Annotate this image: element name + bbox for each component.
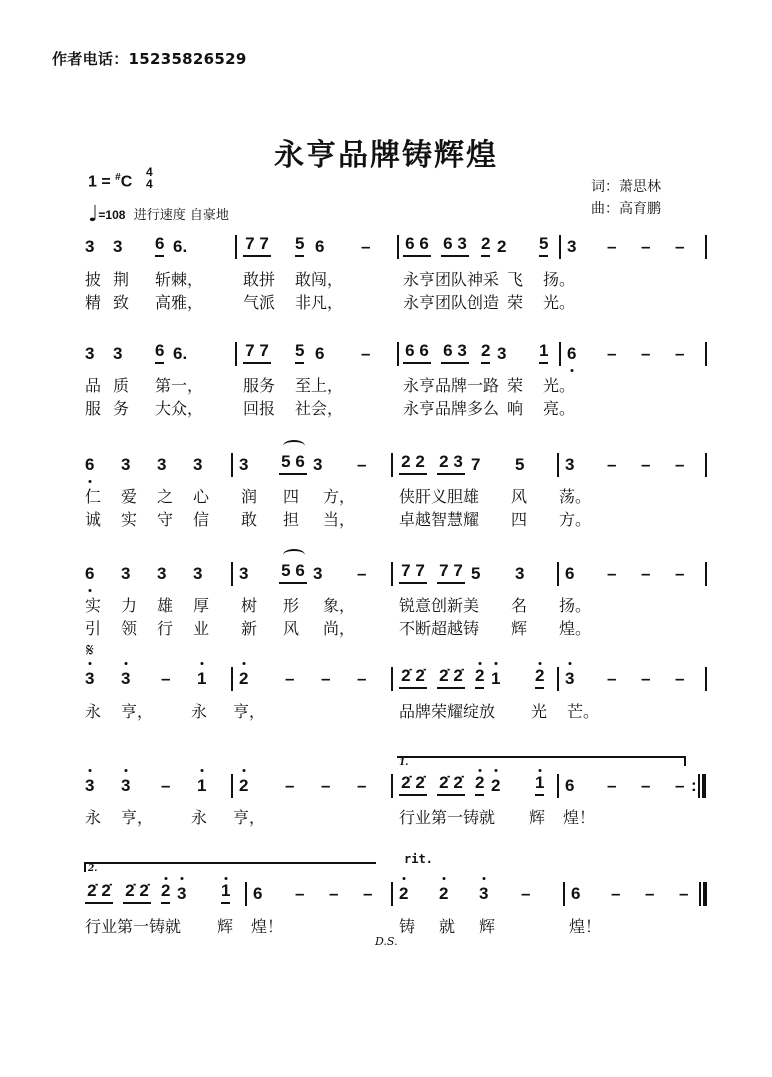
notation-row-1: [85, 233, 715, 261]
lyric: 之: [157, 487, 174, 506]
note-group: 7 7: [243, 340, 271, 364]
composer: 曲：高育鹏: [591, 201, 661, 217]
dash: –: [675, 344, 685, 363]
dash: –: [641, 564, 651, 583]
lyric: 质: [113, 376, 130, 395]
lyric: 亨，: [121, 808, 154, 827]
dash: –: [641, 344, 651, 363]
lyric: 守: [157, 510, 174, 529]
lyric: 飞: [507, 270, 524, 289]
note: 3: [113, 344, 123, 363]
notation-row-3: [85, 451, 715, 479]
note: 6: [565, 776, 575, 795]
note: 3: [239, 564, 249, 583]
barline: [397, 235, 399, 259]
lyric: 煌。: [559, 619, 592, 638]
meter-top: 4: [146, 165, 153, 179]
lyric: 回报: [243, 399, 276, 418]
lyric: 当，: [323, 510, 356, 529]
dash: –: [357, 564, 367, 583]
lyric: 亨，: [233, 702, 266, 721]
notation-row-6: [85, 772, 715, 800]
note: 6: [565, 564, 575, 583]
lyric: 亮。: [543, 399, 576, 418]
note: 6: [315, 237, 325, 256]
note-high: 1: [221, 880, 230, 904]
barline: [557, 667, 559, 691]
note-high: 3: [85, 772, 94, 800]
lyric: 亨，: [233, 808, 266, 827]
note: 3: [193, 455, 203, 474]
note-high: 2: [239, 772, 248, 800]
lyric: 品: [85, 376, 102, 395]
notation-row-7: [85, 880, 715, 908]
lyric: 名: [511, 596, 528, 615]
dash: –: [675, 776, 685, 795]
barline: [705, 342, 707, 366]
lyric: 气派: [243, 293, 276, 312]
dash: –: [521, 884, 531, 903]
note-group: 7 7: [437, 560, 465, 584]
lyric: 就: [439, 917, 456, 936]
note-high: 2: [439, 880, 448, 908]
dash: –: [675, 669, 685, 688]
sharp-icon: #: [115, 172, 121, 183]
barline: [231, 453, 233, 477]
note: 3: [121, 564, 131, 583]
note-group: 7 7: [399, 560, 427, 584]
barline: [391, 882, 393, 906]
note: 3: [565, 455, 575, 474]
dash: –: [675, 564, 685, 583]
volta-label: 1.: [399, 758, 409, 768]
lyric: 光。: [543, 293, 576, 312]
lyric: 永: [85, 702, 102, 721]
lyric: 荆: [113, 270, 130, 289]
barline: [705, 453, 707, 477]
author-phone: 作者电话：15235826529: [52, 50, 247, 68]
lyric: 永: [85, 808, 102, 827]
note: 3: [113, 237, 123, 256]
lyric: 敢闯，: [295, 270, 344, 289]
lyric: 辉: [217, 917, 234, 936]
note-group: 2 2: [399, 451, 427, 475]
note-high: 1: [197, 665, 206, 693]
note-high: 2: [535, 665, 544, 689]
lyric: 永亨团队创造: [403, 293, 500, 312]
lyric: 精: [85, 293, 102, 312]
lyric: 荣: [507, 376, 524, 395]
note: 6.: [173, 344, 188, 363]
lyric: 煌！: [563, 808, 596, 827]
lyric: 引: [85, 619, 102, 638]
note: 3: [515, 564, 525, 583]
note: 3: [497, 344, 507, 363]
dash: –: [285, 776, 295, 795]
lyric: 爱: [121, 487, 138, 506]
lyric: 永亨品牌一路: [403, 376, 500, 395]
dash: –: [675, 237, 685, 256]
lyric: 行: [157, 619, 174, 638]
lyric: 光: [531, 702, 548, 721]
barline: [559, 235, 561, 259]
barline: [391, 667, 393, 691]
lyric: 象，: [323, 596, 356, 615]
lyric: 业: [193, 619, 210, 638]
dash: –: [161, 669, 171, 688]
dash: –: [285, 669, 295, 688]
note-high: 1: [197, 772, 206, 800]
lyric: 形: [283, 596, 300, 615]
lyric: 树: [241, 596, 258, 615]
segno-icon: 𝄋: [86, 640, 94, 661]
lyric: 新: [241, 619, 258, 638]
lyric: 至上，: [295, 376, 344, 395]
key-prefix: 1 =: [88, 173, 116, 191]
dash: –: [361, 237, 371, 256]
barline: [235, 235, 237, 259]
lyric: 辉: [511, 619, 528, 638]
note-high: 2: [161, 880, 170, 904]
dash: –: [641, 455, 651, 474]
lyric: 亨，: [121, 702, 154, 721]
note: 2: [481, 233, 490, 257]
note: 1: [539, 340, 548, 364]
repeat-dots: :: [691, 776, 697, 795]
note: 5: [295, 340, 304, 364]
lyric: 斩棘，: [155, 270, 204, 289]
note: 6: [155, 340, 164, 364]
barline: [557, 453, 559, 477]
lyric: 辉: [479, 917, 496, 936]
dash: –: [607, 669, 617, 688]
barline: [557, 562, 559, 586]
lyric: 心: [193, 487, 210, 506]
dash: –: [679, 884, 689, 903]
lyric: 非凡，: [295, 293, 344, 312]
barline: [557, 774, 559, 798]
note: 3: [239, 455, 249, 474]
note: 6: [571, 884, 581, 903]
note-high: 3: [121, 772, 130, 800]
lyric: 荣: [507, 293, 524, 312]
note: 2: [497, 237, 507, 256]
dash: –: [361, 344, 371, 363]
dash: –: [161, 776, 171, 795]
note: 5: [539, 233, 548, 257]
notation-row-5: [85, 665, 715, 693]
lyric: 扬。: [559, 596, 592, 615]
lyric: 永: [191, 702, 208, 721]
barline: [397, 342, 399, 366]
lyric: 四: [511, 510, 528, 529]
note-group: 6 6: [403, 340, 431, 364]
dash: –: [357, 669, 367, 688]
note-high: 2: [399, 880, 408, 908]
barline: [705, 235, 707, 259]
volta-label: 2.: [88, 864, 98, 874]
barline: [231, 667, 233, 691]
dash: –: [607, 776, 617, 795]
note: 5: [515, 455, 525, 474]
lyric: 行业第一铸就: [399, 808, 496, 827]
lyric: 仁: [85, 487, 102, 506]
barline: [235, 342, 237, 366]
note: 6: [253, 884, 263, 903]
dash: –: [295, 884, 305, 903]
lyric: 社会，: [295, 399, 344, 418]
note: 6: [315, 344, 325, 363]
lyric: 荡。: [559, 487, 592, 506]
lyric: 永亨团队神采: [403, 270, 500, 289]
note: 3: [85, 344, 95, 363]
lyric: 高雅，: [155, 293, 204, 312]
lyric: 卓越智慧耀: [399, 510, 480, 529]
ritardando-marking: rit.: [404, 852, 433, 866]
note-high: 3: [479, 880, 488, 908]
lyric: 四: [283, 487, 300, 506]
dash: –: [357, 776, 367, 795]
note: 2: [481, 340, 490, 364]
lyric: 铸: [399, 917, 416, 936]
lyric: 侠肝义胆雄: [399, 487, 480, 506]
repeat-end-barline: [698, 774, 706, 798]
note-group-high: 2̇ 2̇: [437, 772, 465, 796]
barline: [391, 774, 393, 798]
lyric: 风: [511, 487, 528, 506]
note-low: 6: [85, 560, 94, 588]
note: 3: [313, 455, 323, 474]
note: 3: [157, 455, 167, 474]
barline: [705, 667, 707, 691]
note-low: 6: [85, 451, 94, 479]
note: 7: [471, 455, 481, 474]
note-low: 6: [567, 340, 576, 368]
note-high: 3: [85, 665, 94, 693]
note-high: 2: [239, 665, 248, 693]
lyric: 润: [241, 487, 258, 506]
lyric: 敢: [241, 510, 258, 529]
tempo-marking: [88, 202, 229, 227]
dash: –: [607, 455, 617, 474]
lyric: 锐意创新美: [399, 596, 480, 615]
barline: [563, 882, 565, 906]
dash: –: [321, 776, 331, 795]
note-group: 5 6: [279, 451, 307, 475]
lyric: 致: [113, 293, 130, 312]
note-group-high: 2̇ 2̇: [85, 880, 113, 904]
note: 3: [193, 564, 203, 583]
lyric: 永亨品牌多么: [403, 399, 500, 418]
barline: [245, 882, 247, 906]
note-high: 3: [565, 665, 574, 693]
note-group: 2 3: [437, 451, 465, 475]
note-high: 1: [535, 772, 544, 796]
note-group: 6 6: [403, 233, 431, 257]
barline: [391, 562, 393, 586]
lyric: 方。: [559, 510, 592, 529]
tempo-value: =108: [98, 208, 126, 222]
lyric: 力: [121, 596, 138, 615]
lyric: 风: [283, 619, 300, 638]
dash: –: [607, 564, 617, 583]
lyric: 敢拼: [243, 270, 276, 289]
lyric: 领: [121, 619, 138, 638]
lyric: 实: [85, 596, 102, 615]
lyric: 雄: [157, 596, 174, 615]
dal-segno-marking: D.S.: [375, 935, 398, 948]
lyric: 第一，: [155, 376, 204, 395]
quarter-note-icon: ♩: [88, 202, 99, 227]
lyric: 永: [191, 808, 208, 827]
dash: –: [363, 884, 373, 903]
barline: [231, 562, 233, 586]
dash: –: [329, 884, 339, 903]
note-group-high: 2̇ 2̇: [437, 665, 465, 689]
note-group: 7 7: [243, 233, 271, 257]
dash: –: [641, 237, 651, 256]
credits: [591, 176, 661, 220]
note-group-high: 2̇ 2̇: [399, 665, 427, 689]
note: 3: [157, 564, 167, 583]
note: 3: [85, 237, 95, 256]
note-high: 2: [491, 772, 500, 800]
dash: –: [321, 669, 331, 688]
lyric: 不断超越铸: [399, 619, 480, 638]
final-barline: [699, 882, 707, 906]
barline: [705, 562, 707, 586]
note: 5: [295, 233, 304, 257]
note: 6: [155, 233, 164, 257]
notation-row-4: [85, 560, 715, 588]
barline: [231, 774, 233, 798]
dash: –: [611, 884, 621, 903]
note: 3: [567, 237, 577, 256]
dash: –: [641, 776, 651, 795]
note-high: 3: [177, 880, 186, 908]
lyric: 服: [85, 399, 102, 418]
lyric: 煌！: [251, 917, 284, 936]
note-group: 6 3: [441, 233, 469, 257]
lyric: 行业第一铸就: [85, 917, 182, 936]
note: 3: [121, 455, 131, 474]
lyric: 芒。: [567, 702, 600, 721]
barline: [391, 453, 393, 477]
note-high: 2: [475, 772, 484, 796]
barline: [559, 342, 561, 366]
lyric: 煌！: [569, 917, 602, 936]
meter-bottom: 4: [146, 177, 153, 191]
lyric: 诚: [85, 510, 102, 529]
dash: –: [675, 455, 685, 474]
lyric: 实: [121, 510, 138, 529]
note-high: 3: [121, 665, 130, 693]
volta-bracket-2: [84, 862, 376, 872]
note-group: 5 6: [279, 560, 307, 584]
time-signature: [146, 166, 153, 190]
lyric: 响: [507, 399, 524, 418]
lyric: 披: [85, 270, 102, 289]
notation-row-2: [85, 340, 715, 368]
note-high: 1: [491, 665, 500, 693]
note-group: 6 3: [441, 340, 469, 364]
lyric: 尚，: [323, 619, 356, 638]
lyric: 服务: [243, 376, 276, 395]
lyric: 大众，: [155, 399, 204, 418]
note-group-high: 2̇ 2̇: [399, 772, 427, 796]
lyric: 务: [113, 399, 130, 418]
key-signature: [88, 172, 132, 191]
volta-bracket-1: [397, 756, 686, 766]
note-group-high: 2̇ 2̇: [123, 880, 151, 904]
lyricist: 词：萧思林: [591, 179, 661, 195]
dash: –: [641, 669, 651, 688]
lyric: 信: [193, 510, 210, 529]
note: 3: [313, 564, 323, 583]
lyric: 辉: [529, 808, 546, 827]
lyric: 方，: [323, 487, 356, 506]
tempo-text: 进行速度 自豪地: [133, 208, 229, 223]
dash: –: [645, 884, 655, 903]
note: 5: [471, 564, 481, 583]
dash: –: [607, 344, 617, 363]
dash: –: [607, 237, 617, 256]
lyric: 厚: [193, 596, 210, 615]
lyric: 光。: [543, 376, 576, 395]
note-high: 2: [475, 665, 484, 689]
dash: –: [357, 455, 367, 474]
key-note: C: [120, 173, 133, 191]
note: 6.: [173, 237, 188, 256]
lyric: 品牌荣耀绽放: [399, 702, 496, 721]
song-title: 永亨品牌铸辉煌: [274, 138, 498, 173]
lyric: 担: [283, 510, 300, 529]
lyric: 扬。: [543, 270, 576, 289]
